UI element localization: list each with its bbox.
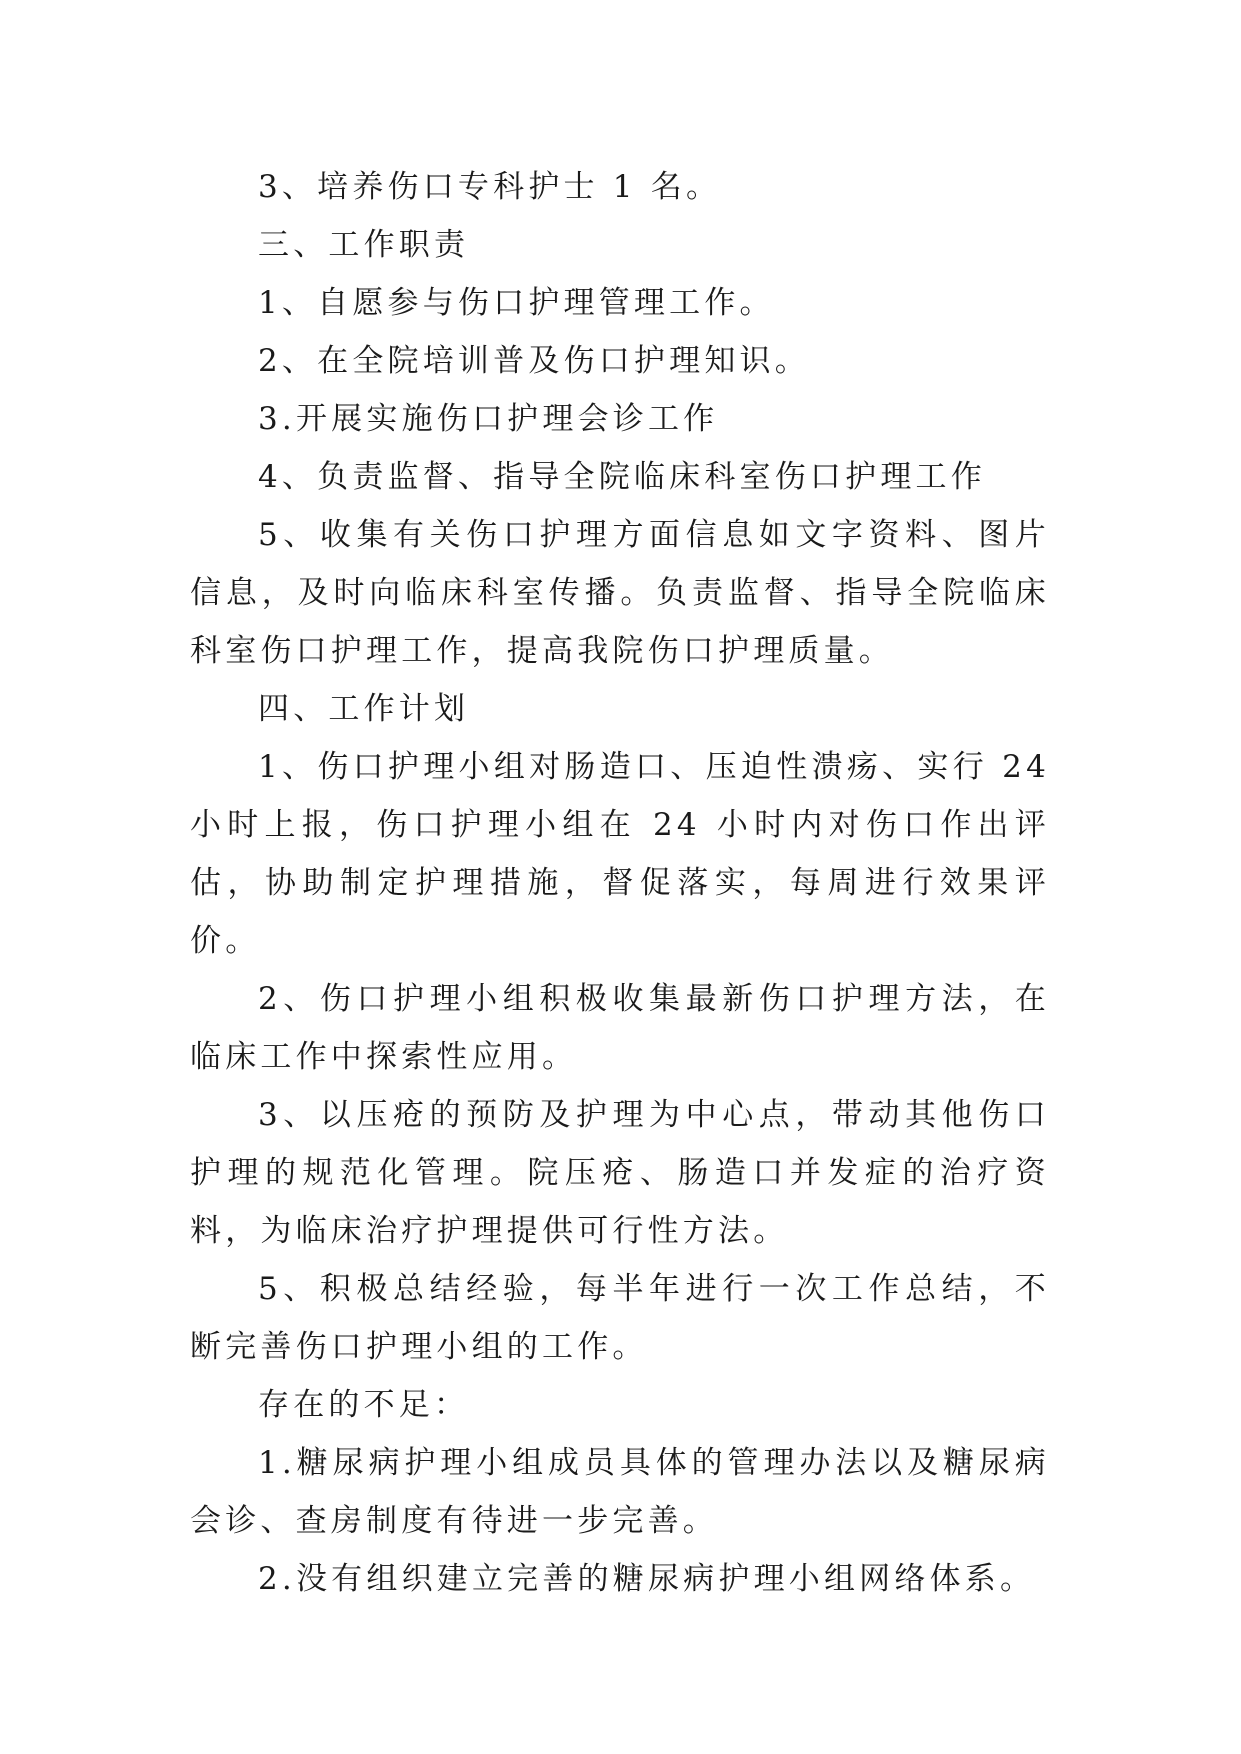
paragraph-plan-1: 1、伤口护理小组对肠造口、压迫性溃疡、实行 24 小时上报，伤口护理小组在 24 小时内对伤口作出评估，协助制定护理措施，督促落实，每周进行效果评价。 [190, 749, 1050, 959]
paragraph-duty-4: 4、负责监督、指导全院临床科室伤口护理工作 [258, 459, 986, 495]
paragraph-duty-3: 3.开展实施伤口护理会诊工作 [258, 401, 719, 437]
paragraph-plan-5: 5、积极总结经验，每半年进行一次工作总结，不断完善伤口护理小组的工作。 [190, 1271, 1050, 1365]
paragraph-plan-2: 2、伤口护理小组积极收集最新伤口护理方法，在临床工作中探索性应用。 [190, 981, 1050, 1075]
paragraph-plan-3: 3、以压疮的预防及护理为中心点，带动其他伤口护理的规范化管理。院压疮、肠造口并发症的治疗资料，为临床治疗护理提供可行性方法。 [190, 1097, 1050, 1249]
paragraph-goal-3: 3、培养伤口专科护士 1 名。 [258, 169, 722, 205]
heading-duties: 三、工作职责 [258, 227, 470, 263]
paragraph-duty-2: 2、在全院培训普及伤口护理知识。 [258, 343, 810, 379]
document-body [190, 158, 1050, 1608]
heading-shortcomings: 存在的不足： [258, 1387, 470, 1423]
paragraph-shortcoming-1: 1.糖尿病护理小组成员具体的管理办法以及糖尿病会诊、查房制度有待进一步完善。 [190, 1445, 1050, 1539]
paragraph-duty-5: 5、收集有关伤口护理方面信息如文字资料、图片信息，及时向临床科室传播。负责监督、指导全院临床科室伤口护理工作，提高我院伤口护理质量。 [190, 517, 1050, 669]
heading-work-plan: 四、工作计划 [258, 691, 470, 727]
paragraph-duty-1: 1、自愿参与伤口护理管理工作。 [258, 285, 775, 321]
paragraph-shortcoming-2: 2.没有组织建立完善的糖尿病护理小组网络体系。 [258, 1561, 1036, 1597]
